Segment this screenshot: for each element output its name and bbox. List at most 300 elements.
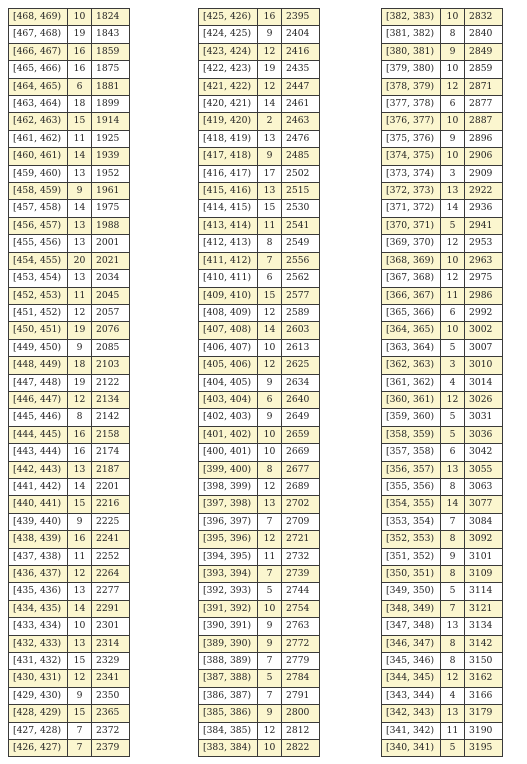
interval-cell: [425, 426) <box>199 9 258 26</box>
cumulative-cell: 1952 <box>92 165 130 182</box>
cumulative-cell: 3162 <box>465 670 503 687</box>
interval-cell: [368, 369) <box>382 252 441 269</box>
count-cell: 7 <box>258 687 282 704</box>
cumulative-cell: 2372 <box>92 722 130 739</box>
table-row <box>199 357 320 374</box>
count-cell: 10 <box>441 113 465 130</box>
count-cell: 20 <box>68 252 92 269</box>
interval-cell: [355, 356) <box>382 478 441 495</box>
cumulative-cell: 2541 <box>282 217 320 234</box>
table-row <box>199 600 320 617</box>
cumulative-cell: 3166 <box>465 687 503 704</box>
count-cell: 10 <box>258 444 282 461</box>
count-cell: 14 <box>258 96 282 113</box>
table-row <box>382 722 503 739</box>
count-cell: 16 <box>68 531 92 548</box>
cumulative-cell: 2264 <box>92 566 130 583</box>
cumulative-cell: 1975 <box>92 200 130 217</box>
interval-cell: [346, 347) <box>382 635 441 652</box>
table-row <box>382 409 503 426</box>
interval-cell: [436, 437) <box>9 566 68 583</box>
table-row <box>9 426 130 443</box>
table-row <box>9 287 130 304</box>
table-row <box>382 78 503 95</box>
cumulative-cell: 2485 <box>282 148 320 165</box>
interval-cell: [358, 359) <box>382 426 441 443</box>
cumulative-cell: 2953 <box>465 235 503 252</box>
cumulative-cell: 2365 <box>92 705 130 722</box>
count-cell: 7 <box>258 252 282 269</box>
interval-cell: [457, 458) <box>9 200 68 217</box>
cumulative-cell: 2404 <box>282 26 320 43</box>
cumulative-cell: 2515 <box>282 183 320 200</box>
count-cell: 13 <box>68 635 92 652</box>
interval-cell: [389, 390) <box>199 635 258 652</box>
interval-cell: [384, 385) <box>199 722 258 739</box>
cumulative-cell: 2832 <box>465 9 503 26</box>
cumulative-cell: 2906 <box>465 148 503 165</box>
cumulative-cell: 2314 <box>92 635 130 652</box>
interval-cell: [428, 429) <box>9 705 68 722</box>
cumulative-cell: 2800 <box>282 705 320 722</box>
count-cell: 9 <box>441 130 465 147</box>
interval-cell: [359, 360) <box>382 409 441 426</box>
table-row <box>382 583 503 600</box>
interval-cell: [367, 368) <box>382 270 441 287</box>
count-cell: 18 <box>68 357 92 374</box>
table-row <box>199 531 320 548</box>
table-row <box>382 113 503 130</box>
count-cell: 8 <box>441 531 465 548</box>
cumulative-cell: 3195 <box>465 740 503 757</box>
interval-cell: [377, 378) <box>382 96 441 113</box>
cumulative-cell: 1914 <box>92 113 130 130</box>
interval-cell: [353, 354) <box>382 513 441 530</box>
count-cell: 18 <box>68 96 92 113</box>
interval-cell: [347, 348) <box>382 618 441 635</box>
interval-cell: [387, 388) <box>199 670 258 687</box>
cumulative-cell: 2530 <box>282 200 320 217</box>
count-cell: 5 <box>441 217 465 234</box>
interval-cell: [369, 370) <box>382 235 441 252</box>
table-row <box>382 444 503 461</box>
count-cell: 17 <box>258 165 282 182</box>
cumulative-cell: 2812 <box>282 722 320 739</box>
count-cell: 8 <box>258 461 282 478</box>
cumulative-cell: 2649 <box>282 409 320 426</box>
interval-cell: [340, 341) <box>382 740 441 757</box>
table-row <box>9 722 130 739</box>
cumulative-cell: 2562 <box>282 270 320 287</box>
count-cell: 10 <box>258 339 282 356</box>
cumulative-cell: 2174 <box>92 444 130 461</box>
count-cell: 8 <box>68 409 92 426</box>
interval-cell: [427, 428) <box>9 722 68 739</box>
interval-cell: [458, 459) <box>9 183 68 200</box>
cumulative-cell: 2201 <box>92 478 130 495</box>
table-row <box>9 618 130 635</box>
interval-cell: [419, 420) <box>199 113 258 130</box>
count-cell: 10 <box>258 600 282 617</box>
count-cell: 8 <box>258 235 282 252</box>
cumulative-cell: 3063 <box>465 478 503 495</box>
count-cell: 14 <box>441 200 465 217</box>
table-row <box>199 374 320 391</box>
count-cell: 4 <box>441 374 465 391</box>
cumulative-cell: 3031 <box>465 409 503 426</box>
interval-cell: [429, 430) <box>9 687 68 704</box>
cumulative-cell: 2779 <box>282 653 320 670</box>
count-cell: 4 <box>441 687 465 704</box>
count-cell: 11 <box>68 287 92 304</box>
interval-cell: [392, 393) <box>199 583 258 600</box>
cumulative-cell: 2887 <box>465 113 503 130</box>
interval-cell: [460, 461) <box>9 148 68 165</box>
cumulative-cell: 2216 <box>92 496 130 513</box>
cumulative-cell: 2329 <box>92 653 130 670</box>
cumulative-cell: 2134 <box>92 391 130 408</box>
table-row <box>9 635 130 652</box>
table-row <box>9 391 130 408</box>
frequency-table-3 <box>381 8 503 757</box>
table-row <box>9 705 130 722</box>
count-cell: 10 <box>258 426 282 443</box>
count-cell: 6 <box>68 78 92 95</box>
interval-cell: [354, 355) <box>382 496 441 513</box>
count-cell: 7 <box>68 740 92 757</box>
table-row <box>382 217 503 234</box>
interval-cell: [433, 434) <box>9 618 68 635</box>
table-row <box>199 705 320 722</box>
cumulative-cell: 1859 <box>92 43 130 60</box>
count-cell: 16 <box>68 426 92 443</box>
cumulative-cell: 3179 <box>465 705 503 722</box>
count-cell: 6 <box>441 304 465 321</box>
cumulative-cell: 3014 <box>465 374 503 391</box>
table-row <box>9 600 130 617</box>
frequency-table-1 <box>8 8 130 757</box>
interval-cell: [423, 424) <box>199 43 258 60</box>
cumulative-cell: 3142 <box>465 635 503 652</box>
table-row <box>199 496 320 513</box>
table-row <box>382 531 503 548</box>
interval-cell: [360, 361) <box>382 391 441 408</box>
interval-cell: [385, 386) <box>199 705 258 722</box>
cumulative-cell: 3084 <box>465 513 503 530</box>
table-row <box>199 339 320 356</box>
interval-cell: [447, 448) <box>9 374 68 391</box>
table-row <box>382 566 503 583</box>
table-row <box>382 270 503 287</box>
interval-cell: [345, 346) <box>382 653 441 670</box>
table-row <box>382 61 503 78</box>
table-row <box>382 635 503 652</box>
table-row <box>9 9 130 26</box>
interval-cell: [348, 349) <box>382 600 441 617</box>
interval-cell: [456, 457) <box>9 217 68 234</box>
cumulative-cell: 2158 <box>92 426 130 443</box>
table-row <box>382 130 503 147</box>
cumulative-cell: 2142 <box>92 409 130 426</box>
table-row <box>9 200 130 217</box>
table-row <box>9 531 130 548</box>
cumulative-cell: 2784 <box>282 670 320 687</box>
cumulative-cell: 2463 <box>282 113 320 130</box>
table-row <box>9 113 130 130</box>
cumulative-cell: 2589 <box>282 304 320 321</box>
cumulative-cell: 2941 <box>465 217 503 234</box>
interval-cell: [451, 452) <box>9 304 68 321</box>
cumulative-cell: 2447 <box>282 78 320 95</box>
count-cell: 5 <box>441 740 465 757</box>
interval-cell: [407, 408) <box>199 322 258 339</box>
cumulative-cell: 3109 <box>465 566 503 583</box>
count-cell: 19 <box>68 374 92 391</box>
interval-cell: [344, 345) <box>382 670 441 687</box>
table-row <box>382 304 503 321</box>
table-row <box>199 130 320 147</box>
cumulative-cell: 1939 <box>92 148 130 165</box>
interval-cell: [382, 383) <box>382 9 441 26</box>
cumulative-cell: 3042 <box>465 444 503 461</box>
count-cell: 6 <box>441 96 465 113</box>
count-cell: 9 <box>68 339 92 356</box>
interval-cell: [357, 358) <box>382 444 441 461</box>
interval-cell: [424, 425) <box>199 26 258 43</box>
interval-cell: [462, 463) <box>9 113 68 130</box>
cumulative-cell: 2840 <box>465 26 503 43</box>
count-cell: 10 <box>441 148 465 165</box>
count-cell: 12 <box>68 304 92 321</box>
count-cell: 14 <box>441 496 465 513</box>
count-cell: 8 <box>441 635 465 652</box>
table-row <box>9 496 130 513</box>
interval-cell: [418, 419) <box>199 130 258 147</box>
count-cell: 10 <box>441 252 465 269</box>
interval-cell: [422, 423) <box>199 61 258 78</box>
count-cell: 14 <box>68 478 92 495</box>
table-row <box>382 183 503 200</box>
cumulative-cell: 2922 <box>465 183 503 200</box>
interval-cell: [375, 376) <box>382 130 441 147</box>
interval-cell: [373, 374) <box>382 165 441 182</box>
cumulative-cell: 2252 <box>92 548 130 565</box>
interval-cell: [399, 400) <box>199 461 258 478</box>
cumulative-cell: 3002 <box>465 322 503 339</box>
table-row <box>382 461 503 478</box>
table-row <box>9 96 130 113</box>
table-row <box>199 287 320 304</box>
table-row <box>199 444 320 461</box>
cumulative-cell: 2754 <box>282 600 320 617</box>
interval-cell: [342, 343) <box>382 705 441 722</box>
cumulative-cell: 3134 <box>465 618 503 635</box>
cumulative-cell: 2669 <box>282 444 320 461</box>
count-cell: 7 <box>258 653 282 670</box>
interval-cell: [356, 357) <box>382 461 441 478</box>
table-row <box>199 322 320 339</box>
interval-cell: [466, 467) <box>9 43 68 60</box>
table-row <box>9 217 130 234</box>
interval-cell: [380, 381) <box>382 43 441 60</box>
table-row <box>382 705 503 722</box>
table-row <box>382 653 503 670</box>
cumulative-cell: 3007 <box>465 339 503 356</box>
table-row <box>199 61 320 78</box>
interval-cell: [455, 456) <box>9 235 68 252</box>
interval-cell: [421, 422) <box>199 78 258 95</box>
interval-cell: [444, 445) <box>9 426 68 443</box>
interval-cell: [449, 450) <box>9 339 68 356</box>
cumulative-cell: 3121 <box>465 600 503 617</box>
table-row <box>382 391 503 408</box>
count-cell: 12 <box>258 722 282 739</box>
count-cell: 9 <box>258 705 282 722</box>
cumulative-cell: 3092 <box>465 531 503 548</box>
cumulative-cell: 2986 <box>465 287 503 304</box>
cumulative-cell: 2461 <box>282 96 320 113</box>
cumulative-cell: 3150 <box>465 653 503 670</box>
table-row <box>199 270 320 287</box>
interval-cell: [362, 363) <box>382 357 441 374</box>
cumulative-cell: 2076 <box>92 322 130 339</box>
table-row <box>199 252 320 269</box>
count-cell: 14 <box>258 322 282 339</box>
cumulative-cell: 3036 <box>465 426 503 443</box>
interval-cell: [430, 431) <box>9 670 68 687</box>
count-cell: 12 <box>441 235 465 252</box>
interval-cell: [350, 351) <box>382 566 441 583</box>
table-row <box>199 26 320 43</box>
count-cell: 12 <box>441 670 465 687</box>
table-row <box>199 618 320 635</box>
interval-cell: [383, 384) <box>199 740 258 757</box>
interval-cell: [459, 460) <box>9 165 68 182</box>
table-row <box>199 670 320 687</box>
table-row <box>9 566 130 583</box>
count-cell: 19 <box>68 26 92 43</box>
table-row <box>199 43 320 60</box>
table-row <box>382 513 503 530</box>
cumulative-cell: 2416 <box>282 43 320 60</box>
count-cell: 9 <box>258 618 282 635</box>
cumulative-cell: 2634 <box>282 374 320 391</box>
count-cell: 8 <box>441 566 465 583</box>
cumulative-cell: 2849 <box>465 43 503 60</box>
count-cell: 14 <box>68 148 92 165</box>
cumulative-cell: 2772 <box>282 635 320 652</box>
interval-cell: [452, 453) <box>9 287 68 304</box>
interval-cell: [434, 435) <box>9 600 68 617</box>
count-cell: 13 <box>68 165 92 182</box>
cumulative-cell: 1925 <box>92 130 130 147</box>
cumulative-cell: 2476 <box>282 130 320 147</box>
interval-cell: [463, 464) <box>9 96 68 113</box>
count-cell: 9 <box>258 148 282 165</box>
interval-cell: [398, 399) <box>199 478 258 495</box>
count-cell: 9 <box>441 548 465 565</box>
table-row <box>9 444 130 461</box>
count-cell: 12 <box>441 270 465 287</box>
cumulative-cell: 2001 <box>92 235 130 252</box>
interval-cell: [448, 449) <box>9 357 68 374</box>
interval-cell: [386, 387) <box>199 687 258 704</box>
table-row <box>9 513 130 530</box>
table-row <box>9 183 130 200</box>
cumulative-cell: 2975 <box>465 270 503 287</box>
interval-cell: [394, 395) <box>199 548 258 565</box>
count-cell: 12 <box>258 531 282 548</box>
table-row <box>9 478 130 495</box>
count-cell: 3 <box>441 165 465 182</box>
count-cell: 8 <box>441 478 465 495</box>
table-row <box>382 339 503 356</box>
table-row <box>9 26 130 43</box>
cumulative-cell: 2859 <box>465 61 503 78</box>
table-row <box>382 235 503 252</box>
count-cell: 12 <box>258 304 282 321</box>
count-cell: 11 <box>441 722 465 739</box>
interval-cell: [395, 396) <box>199 531 258 548</box>
table-row <box>382 43 503 60</box>
table-row <box>382 200 503 217</box>
table-row <box>9 670 130 687</box>
cumulative-cell: 2103 <box>92 357 130 374</box>
table-row <box>199 548 320 565</box>
table-row <box>9 339 130 356</box>
interval-cell: [374, 375) <box>382 148 441 165</box>
count-cell: 5 <box>441 426 465 443</box>
count-cell: 12 <box>258 43 282 60</box>
count-cell: 16 <box>68 61 92 78</box>
interval-cell: [413, 414) <box>199 217 258 234</box>
interval-cell: [400, 401) <box>199 444 258 461</box>
cumulative-cell: 2187 <box>92 461 130 478</box>
interval-cell: [391, 392) <box>199 600 258 617</box>
cumulative-cell: 2936 <box>465 200 503 217</box>
count-cell: 7 <box>441 513 465 530</box>
interval-cell: [454, 455) <box>9 252 68 269</box>
count-cell: 10 <box>441 9 465 26</box>
table-row <box>382 496 503 513</box>
interval-cell: [352, 353) <box>382 531 441 548</box>
cumulative-cell: 2877 <box>465 96 503 113</box>
table-row <box>9 165 130 182</box>
cumulative-cell: 2871 <box>465 78 503 95</box>
interval-cell: [412, 413) <box>199 235 258 252</box>
count-cell: 6 <box>258 270 282 287</box>
count-cell: 12 <box>258 478 282 495</box>
cumulative-cell: 2689 <box>282 478 320 495</box>
cumulative-cell: 3190 <box>465 722 503 739</box>
cumulative-cell: 2909 <box>465 165 503 182</box>
table-row <box>199 183 320 200</box>
interval-cell: [408, 409) <box>199 304 258 321</box>
cumulative-cell: 2739 <box>282 566 320 583</box>
interval-cell: [411, 412) <box>199 252 258 269</box>
count-cell: 12 <box>441 78 465 95</box>
interval-cell: [366, 367) <box>382 287 441 304</box>
count-cell: 9 <box>68 183 92 200</box>
count-cell: 13 <box>68 217 92 234</box>
table-row <box>9 322 130 339</box>
table-row <box>382 740 503 757</box>
table-row <box>382 374 503 391</box>
interval-cell: [440, 441) <box>9 496 68 513</box>
count-cell: 9 <box>441 43 465 60</box>
interval-cell: [363, 364) <box>382 339 441 356</box>
interval-cell: [435, 436) <box>9 583 68 600</box>
